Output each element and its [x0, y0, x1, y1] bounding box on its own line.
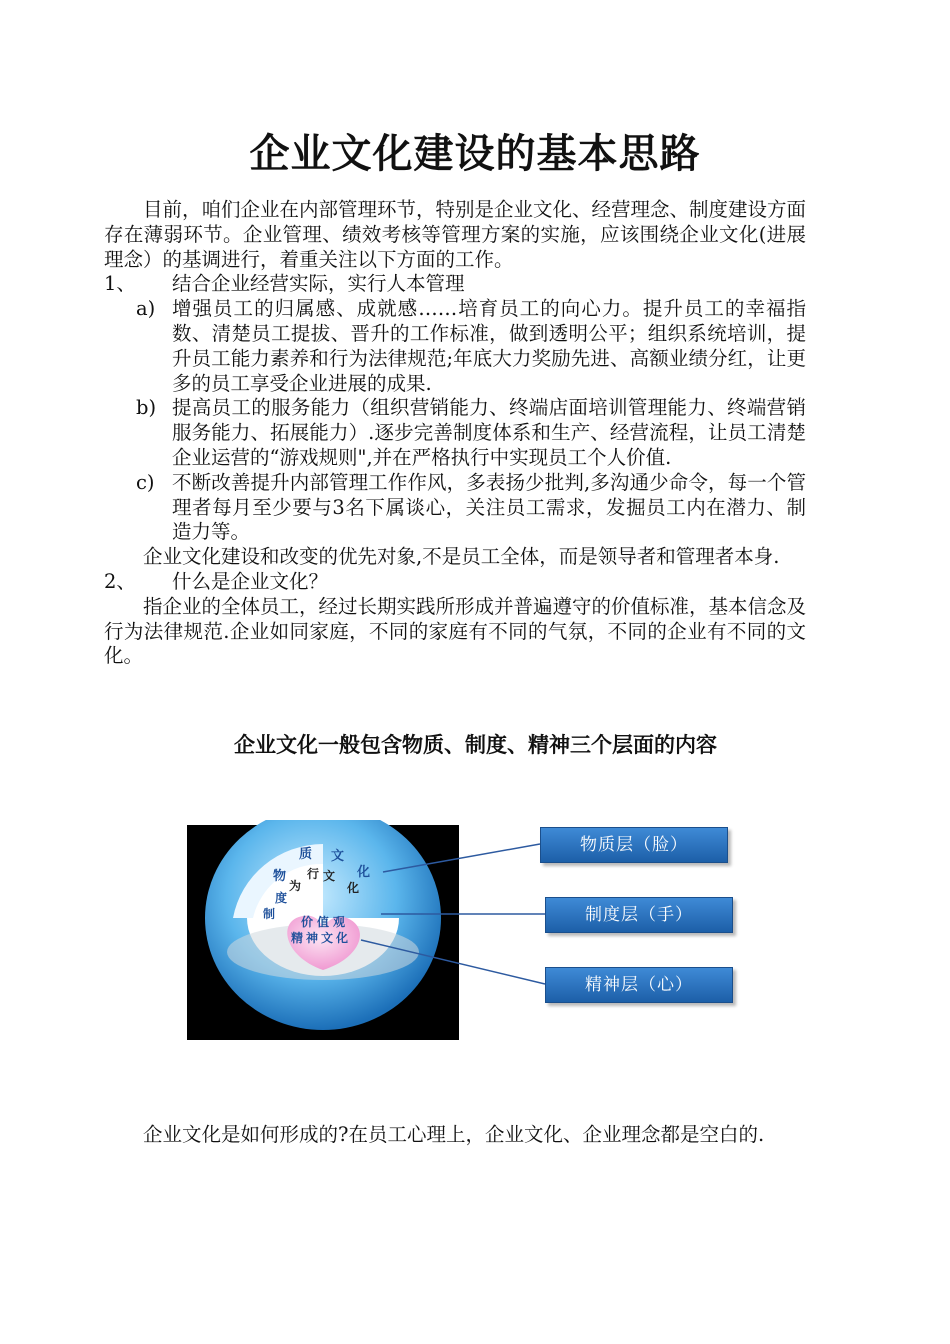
sphere-label-2: 物 [273, 869, 287, 884]
section-1-number: 1、 [104, 272, 136, 296]
page-title: 企业文化建设的基本思路 [249, 130, 701, 177]
layer-label-material: 物质层（脸） [540, 827, 728, 863]
sphere-label-10: 制 [263, 907, 276, 921]
section-2-heading [104, 570, 806, 595]
sphere-label-4: 化 [357, 865, 371, 880]
sphere-label-7: 文 [323, 869, 336, 883]
list-item-b [104, 396, 806, 470]
sphere-label-9: 度 [275, 891, 288, 905]
layer-label-spirit: 精神层（心） [545, 967, 733, 1003]
list-item-a-text: 增强员工的归属感、成就感……培育员工的向心力。提升员工的幸福指数、清楚员工提拔、晋升的工作标准，做到透明公平；组织系统培训，提升员工能力素养和行为法律规范;年底大力奖励先进、高额业绩分红，让更多的员工享受企业进展的成果. [172, 297, 806, 395]
document-body [104, 198, 806, 669]
section-2-number: 2、 [104, 569, 136, 593]
section-1-title: 结合企业经营实际，实行人本管理 [172, 272, 465, 296]
sphere-label-6: 为 [289, 879, 302, 893]
sphere-label-1: 质 [299, 847, 313, 862]
sphere-label-3: 文 [331, 849, 345, 864]
layer-label-system: 制度层（手） [545, 897, 733, 933]
list-item-c-text: 不断改善提升内部管理工作作风，多表扬少批判,多沟通少命令，每一个管理者每月至少要与3名下属谈心，关注员工需求，发掘员工内在潜力、制造力等。 [172, 470, 806, 544]
sphere-label-5: 行 [307, 867, 320, 881]
list-marker-c: c) [136, 470, 155, 494]
list-item-a [104, 297, 806, 396]
section-1-closing: 企业文化建设和改变的优先对象,不是员工全体，而是领导者和管理者本身. [143, 545, 780, 569]
diagram-caption: 企业文化一般包含物质、制度、精神三个层面的内容 [234, 733, 717, 757]
intro-paragraph: 目前，咱们企业在内部管理环节，特别是企业文化、经营理念、制度建设方面存在薄弱环节。企业管理、绩效考核等管理方案的实施，应该围绕企业文化(进展理念）的基调进行，着重关注以下方面的工作。 [104, 198, 807, 271]
section-2-paragraph: 指企业的全体员工，经过长期实践所形成并普遍遵守的价值标准，基本信念及行为法律规范.企业如同家庭，不同的家庭有不同的气氛，不同的企业有不同的文化。 [104, 594, 807, 668]
final-section [104, 1122, 806, 1147]
final-paragraph: 企业文化是如何形成的?在员工心理上，企业文化、企业理念都是空白的. [143, 1123, 765, 1146]
core-label-bottom: 精神文化 [291, 931, 352, 945]
core-label-top: 价值观 [301, 915, 350, 929]
sphere-label-8: 化 [347, 881, 360, 895]
list-marker-a: a) [136, 297, 156, 321]
section-2-title: 什么是企业文化？ [172, 569, 329, 593]
list-marker-b: b) [136, 396, 157, 420]
list-item-c [104, 471, 806, 545]
list-item-b-text: 提高员工的服务能力（组织营销能力、终端店面培训管理能力、终端营销服务能力、拓展能力）.逐步完善制度体系和生产、经营流程，让员工清楚企业运营的“游戏规则",并在严格执行中实现员工个人价值. [172, 396, 806, 469]
section-1-heading [104, 272, 806, 297]
